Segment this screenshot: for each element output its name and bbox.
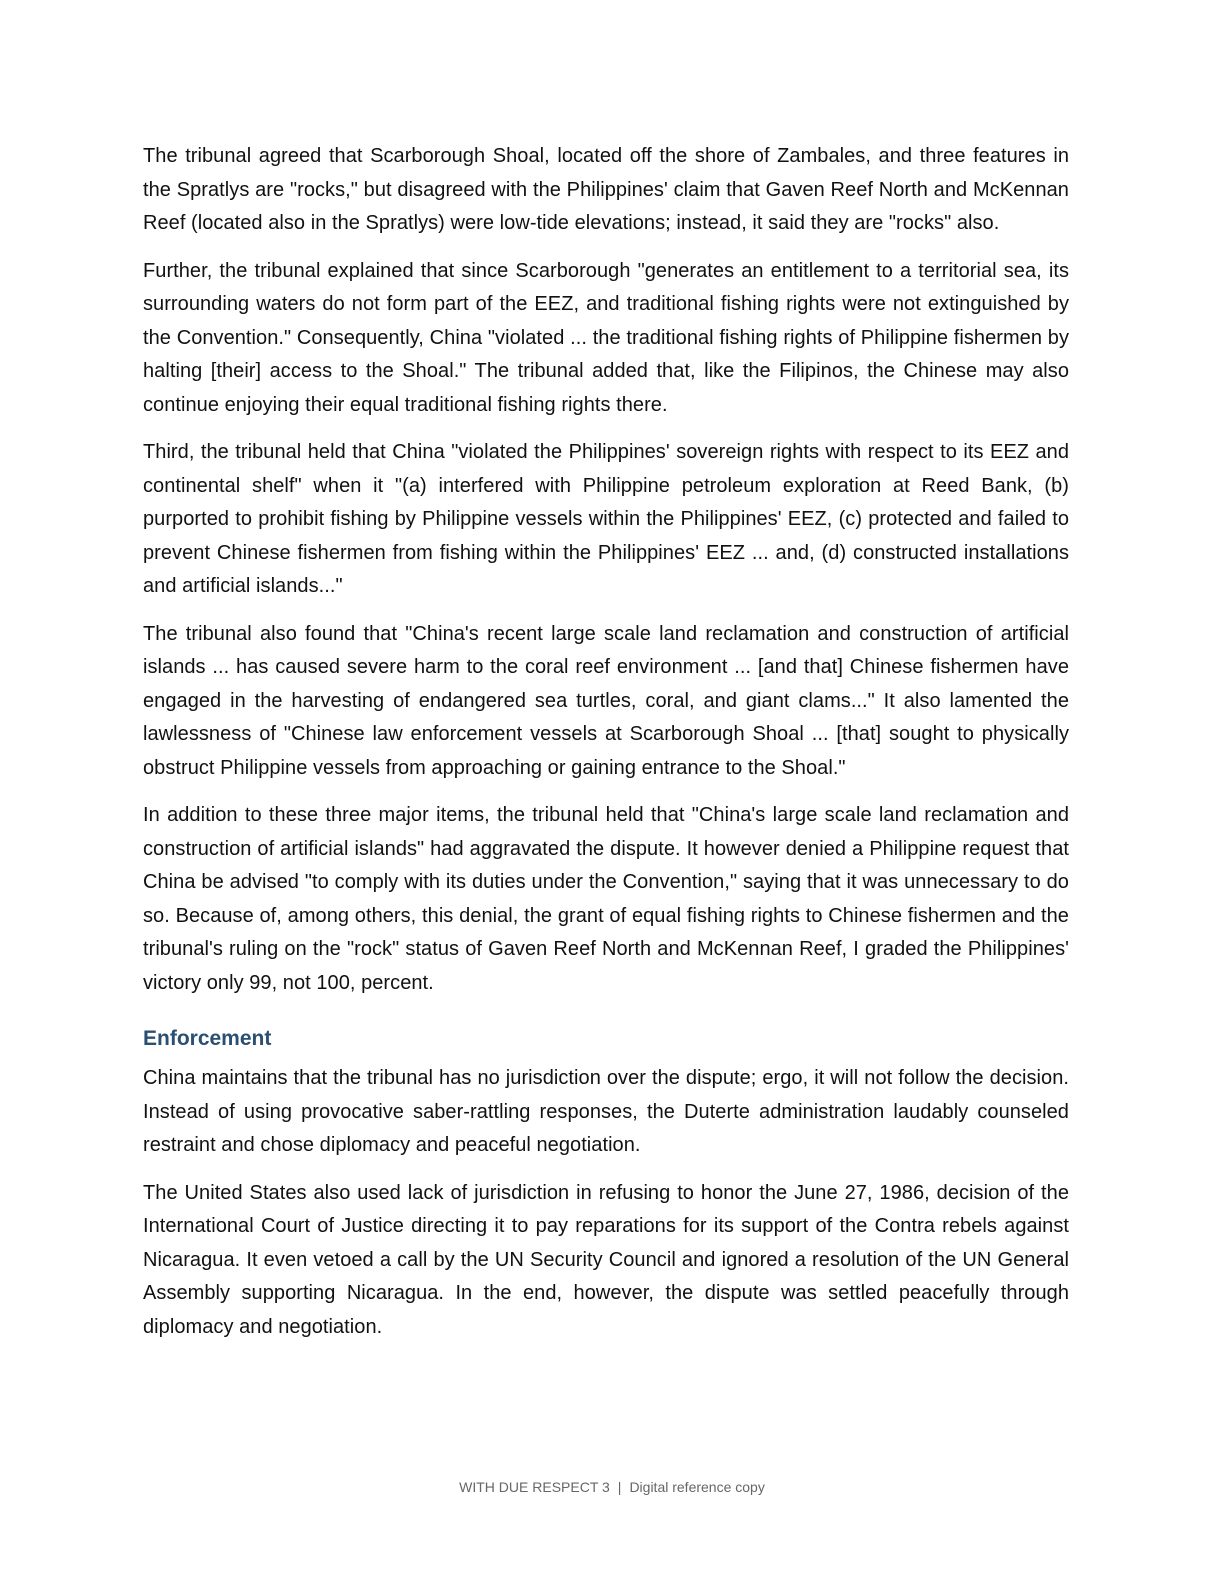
paragraph-nicaragua: The United States also used lack of jurisdiction in refusing to honor the June 27, 1986, decision of the International Court of Justice directing it to pay reparations for its support of the Contra rebels against Nicaragua. It even vetoed a call by the UN Security Council and ignored a resolution of the UN General Assembly supporting Nicaragua. In the end, however, the dispute was settled peacefully through diplomacy and negotiation.	[143, 1181, 1069, 1338]
section-heading-enforcement: Enforcement	[143, 1027, 272, 1050]
page-footer	[0, 1479, 1224, 1495]
paragraph-fishing-rights: Further, the tribunal explained that since Scarborough "generates an entitlement to a territorial sea, its surrounding waters do not form part of the EEZ, and traditional fishing rights were not extinguished by the Convention." Consequently, China "violated ... the traditional fishing rights of Philippine fishermen by halting [their] access to the Shoal." The tribunal added that, like the Filipinos, the Chinese may also continue enjoying their equal traditional fishing rights there.	[143, 259, 1069, 416]
paragraph-jurisdiction: China maintains that the tribunal has no jurisdiction over the dispute; ergo, it will not follow the decision. Instead of using provocative saber-rattling responses, the Duterte administration laudably counseled restraint and chose diplomacy and peaceful negotiation.	[143, 1067, 1069, 1156]
footer-separator: |	[617, 1479, 622, 1495]
paragraph-environment: The tribunal also found that "China's recent large scale land reclamation and construction of artificial islands ... has caused severe harm to the coral reef environment ... [and that] Chinese fishermen have engaged in the harvesting of endangered sea turtles, coral, and giant clams..." It also lamented the lawlessness of "Chinese law enforcement vessels at Scarborough Shoal ... [that] sought to physically obstruct Philippine vessels from approaching or gaining entrance to the Shoal."	[143, 622, 1069, 779]
document-body	[143, 140, 1069, 1358]
paragraph-rocks: The tribunal agreed that Scarborough Shoal, located off the shore of Zambales, and three features in the Spratlys are "rocks," but disagreed with the Philippines' claim that Gaven Reef North and McKennan Reef (located also in the Spratlys) were low-tide elevations; instead, it said they are "rocks" also.	[143, 145, 1069, 234]
paragraph-aggravation: In addition to these three major items, the tribunal held that "China's large scale land reclamation and construction of artificial islands" had aggravated the dispute. It however denied a Philippine request that China be advised "to comply with its duties under the Convention," saying that it was unnecessary to do so. Because of, among others, this denial, the grant of equal fishing rights to Chinese fishermen and the tribunal's ruling on the "rock" status of Gaven Reef North and McKennan Reef, I graded the Philippines' victory only 99, not 100, percent.	[143, 804, 1069, 994]
paragraph-sovereign-rights: Third, the tribunal held that China "violated the Philippines' sovereign rights with respect to its EEZ and continental shelf" when it "(a) interfered with Philippine petroleum exploration at Reed Bank, (b) purported to prohibit fishing by Philippine vessels within the Philippines' EEZ, (c) protected and failed to prevent Chinese fishermen from fishing within the Philippines' EEZ ... and, (d) constructed installations and artificial islands..."	[143, 441, 1069, 597]
footer-page-label: WITH DUE RESPECT 3	[459, 1479, 610, 1495]
footer-reference-note: Digital reference copy	[629, 1479, 765, 1495]
